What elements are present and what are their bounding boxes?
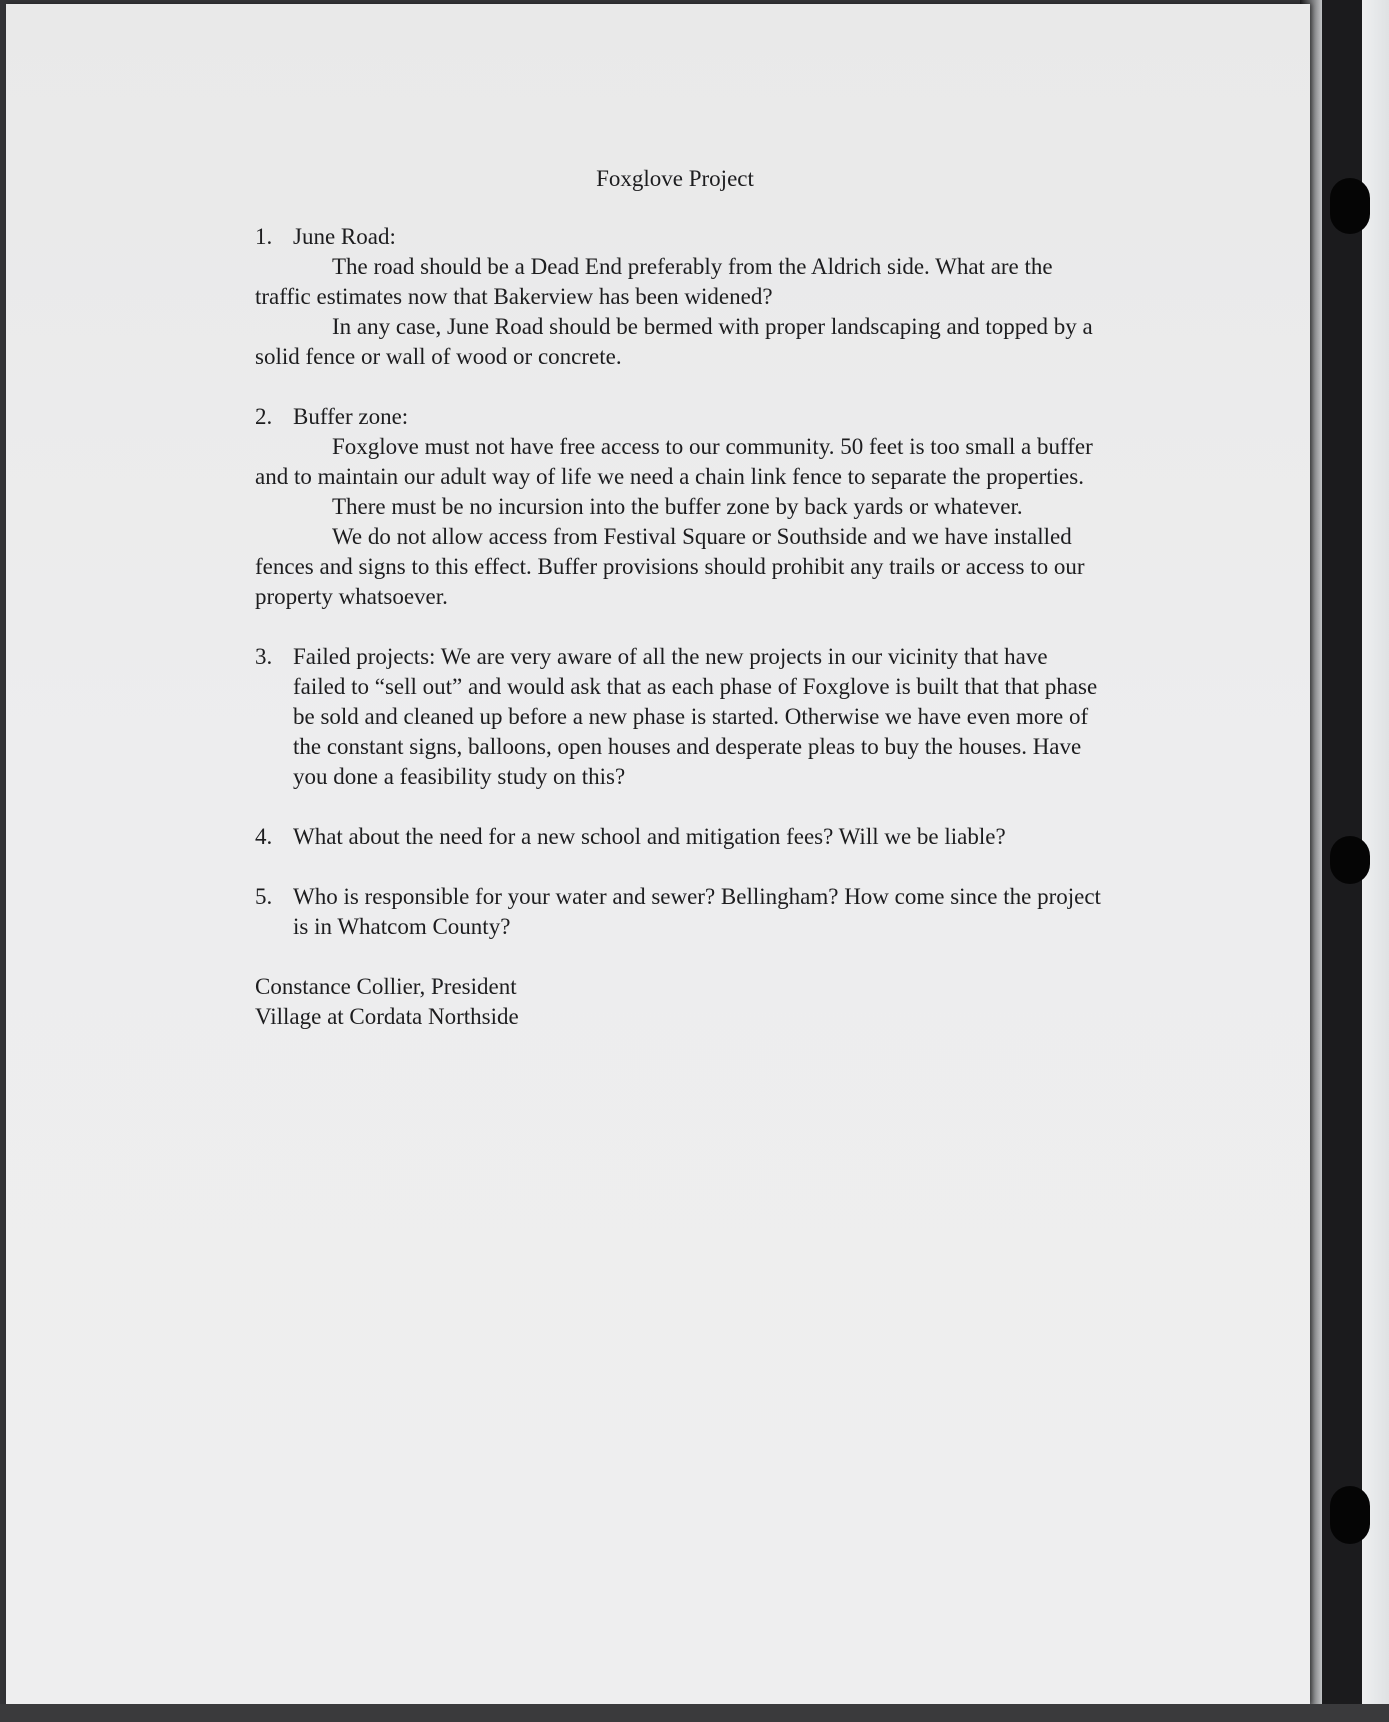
item-heading: June Road: <box>293 224 396 249</box>
signature-organization: Village at Cordata Northside <box>255 1004 519 1029</box>
list-item-water-sewer <box>255 882 1105 942</box>
list-item-failed-projects <box>255 642 1105 792</box>
item-number: 3. <box>255 644 273 669</box>
item-number: 4. <box>255 824 273 849</box>
item-paragraph: The road should be a Dead End preferably from the Aldrich side. What are the traffic estimates now that Bakerview has been widened? <box>255 254 1053 309</box>
letter-document <box>255 164 1105 1032</box>
punch-hole-bottom <box>1330 1486 1370 1544</box>
signature-name: Constance Collier, President <box>255 974 517 999</box>
item-heading: Buffer zone: <box>293 404 409 429</box>
item-paragraph: We do not allow access from Festival Square or Southside and we have installed fences and signs to this effect. Buffer provisions should prohibit any trails or access to our property whatsoever. <box>255 524 1085 609</box>
punch-hole-middle <box>1330 836 1370 884</box>
item-paragraph: In any case, June Road should be bermed with proper landscaping and topped by a solid fence or wall of wood or concrete. <box>255 314 1093 369</box>
list-item-school-fees <box>255 822 1105 852</box>
item-number: 2. <box>255 404 273 429</box>
list-item-buffer-zone <box>255 402 1105 612</box>
item-text: Failed projects: We are very aware of all the new projects in our vicinity that have failed to “sell out” and would ask that as each phase of Foxglove is built that that phase be sold and cleaned up before a new phase is started. Otherwise we have even more of the constant signs, balloons, open houses and desperate pleas to buy the houses. Have you done a feasibility study on this? <box>293 644 1098 789</box>
list-item-june-road <box>255 222 1105 372</box>
bottom-edge <box>0 1704 1389 1722</box>
item-paragraph: There must be no incursion into the buffer zone by back yards or whatever. <box>332 494 1023 519</box>
signature-block <box>255 972 1105 1032</box>
item-paragraph: Foxglove must not have free access to our community. 50 feet is too small a buffer and to maintain our adult way of life we need a chain link fence to separate the properties. <box>255 434 1093 489</box>
punch-hole-top <box>1330 178 1370 234</box>
item-number: 1. <box>255 224 273 249</box>
document-title: Foxglove Project <box>596 166 754 191</box>
item-number: 5. <box>255 884 273 909</box>
item-text: Who is responsible for your water and sewer? Bellingham? How come since the project is in Whatcom County? <box>293 884 1101 939</box>
item-text: What about the need for a new school and mitigation fees? Will we be liable? <box>293 824 1006 849</box>
